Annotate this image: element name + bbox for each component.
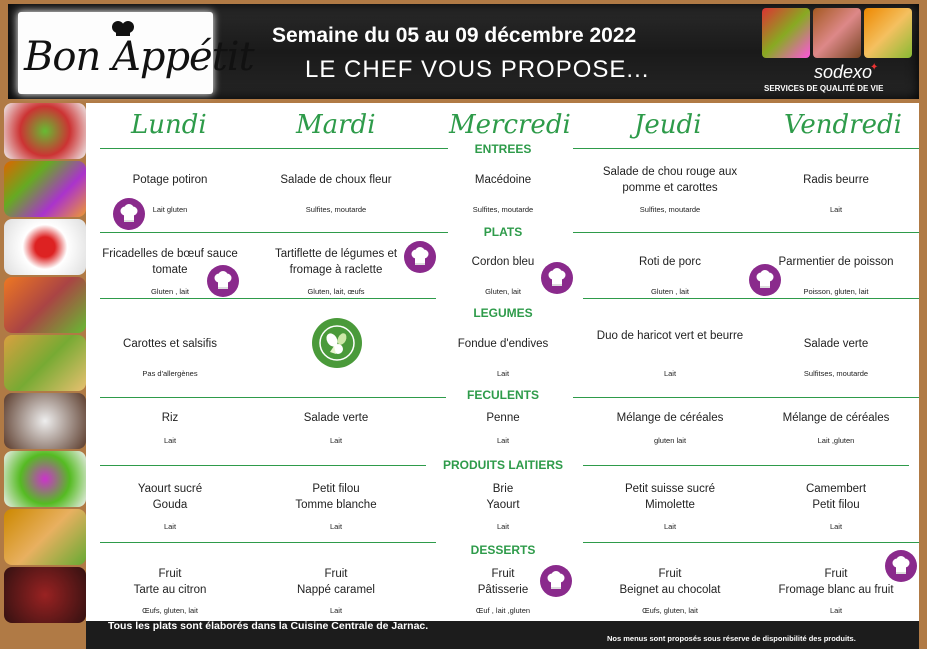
dish-laitiers-wed: Brie Yaourt	[486, 483, 520, 511]
bon-appetit-logo	[18, 12, 254, 94]
food-photo	[864, 8, 912, 58]
allergens-legumes-wed: Lait	[496, 369, 510, 378]
vegetables-icon	[312, 318, 362, 368]
food-photos	[762, 8, 912, 58]
food-photo	[4, 219, 86, 275]
chef-hat-icon	[113, 198, 145, 230]
dish-entrees-tue: Salade de choux fleur	[280, 174, 392, 186]
dish-plats-tue: Tartiflette de légumes et fromage à raclette	[274, 248, 398, 276]
dish-desserts-thu: Fruit Beignet au chocolat	[619, 568, 721, 596]
section-title-laitiers: PRODUITS LAITIERS	[442, 458, 564, 472]
dish-entrees-wed: Macédoine	[474, 174, 532, 186]
food-photo	[762, 8, 810, 58]
allergens-plats-fri: Poisson, gluten, lait	[803, 287, 869, 296]
dish-entrees-mon: Potage potiron	[132, 174, 208, 186]
dish-plats-wed: Cordon bleu	[471, 256, 535, 268]
section-divider	[573, 148, 919, 149]
allergens-feculents-thu: gluten lait	[653, 436, 687, 445]
section-title-feculents: FECULENTS	[467, 388, 539, 402]
allergens-laitiers-mon: Lait	[163, 522, 177, 531]
allergens-desserts-wed: Œuf , lait ,gluten	[475, 606, 531, 615]
dish-legumes-thu: Duo de haricot vert et beurre	[596, 330, 744, 342]
dish-feculents-fri: Mélange de céréales	[782, 412, 890, 424]
allergens-feculents-mon: Lait	[163, 436, 177, 445]
dish-desserts-fri: Fruit Fromage blanc au fruit	[778, 568, 894, 596]
dish-feculents-thu: Mélange de céréales	[616, 412, 724, 424]
dish-desserts-tue: Fruit Nappé caramel	[297, 568, 375, 596]
allergens-legumes-thu: Lait	[663, 369, 677, 378]
chef-hat-icon	[749, 264, 781, 296]
section-title-desserts: DESSERTS	[470, 543, 536, 557]
allergens-entrees-fri: Lait	[829, 205, 843, 214]
allergens-plats-mon: Gluten , lait	[151, 287, 189, 296]
allergens-laitiers-wed: Lait	[496, 522, 510, 531]
allergens-entrees-mon: Lait gluten	[152, 205, 188, 214]
dish-desserts-mon: Fruit Tarte au citron	[133, 568, 207, 596]
sodexo-logo: sodexo	[814, 62, 873, 82]
food-photo-strip	[4, 103, 86, 623]
section-divider	[100, 542, 436, 543]
allergens-plats-tue: Gluten, lait, œufs	[307, 287, 365, 296]
allergens-laitiers-tue: Lait	[329, 522, 343, 531]
logo-text: Bon Appétit	[24, 34, 254, 80]
dish-entrees-fri: Radis beurre	[803, 174, 869, 186]
section-divider	[100, 465, 426, 466]
star-icon: ✦	[870, 62, 879, 73]
food-photo	[4, 335, 86, 391]
section-divider	[100, 298, 436, 299]
allergens-legumes-mon: Pas d'allergènes	[142, 369, 198, 378]
allergens-entrees-tue: Sulfites, moutarde	[305, 205, 367, 214]
dish-plats-mon: Fricadelles de bœuf sauce tomate	[102, 248, 238, 276]
chef-hat-icon	[540, 565, 572, 597]
dish-desserts-wed: Fruit Pâtisserie	[477, 568, 529, 596]
section-title-entrees: ENTREES	[474, 142, 532, 156]
chef-hat-icon	[885, 550, 917, 582]
footer-note-kitchen: Tous les plats sont élaborés dans la Cuisine Centrale de Jarnac.	[108, 620, 429, 632]
dish-feculents-mon: Riz	[161, 412, 179, 424]
dish-entrees-thu: Salade de chou rouge aux pomme et carottes	[602, 166, 738, 194]
allergens-plats-wed: Gluten, lait	[485, 287, 521, 296]
dish-legumes-mon: Carottes et salsifis	[123, 338, 217, 350]
section-divider	[583, 542, 919, 543]
dish-laitiers-tue: Petit filou Tomme blanche	[295, 483, 377, 511]
section-divider	[100, 397, 446, 398]
food-photo	[4, 509, 86, 565]
chef-hat-icon	[404, 241, 436, 273]
section-divider	[573, 232, 919, 233]
dish-laitiers-mon: Yaourt sucré Gouda	[137, 483, 203, 511]
allergens-feculents-fri: Lait ,gluten	[817, 436, 855, 445]
allergens-entrees-thu: Sulfites, moutarde	[639, 205, 701, 214]
food-photo	[4, 103, 86, 159]
day-wednesday: Mercredi	[449, 110, 571, 140]
dish-laitiers-fri: Camembert Petit filou	[805, 483, 867, 511]
week-title: Semaine du 05 au 09 décembre 2022	[272, 24, 637, 47]
allergens-feculents-wed: Lait	[496, 436, 510, 445]
dish-feculents-wed: Penne	[486, 412, 520, 424]
footer-note-availability: Nos menus sont proposés sous réserve de disponibilité des produits.	[607, 634, 856, 643]
section-divider	[583, 465, 909, 466]
food-photo	[4, 277, 86, 333]
allergens-plats-thu: Gluten , lait	[651, 287, 689, 296]
food-photo	[813, 8, 861, 58]
section-title-legumes: LEGUMES	[473, 306, 533, 320]
section-divider	[100, 148, 448, 149]
section-divider	[573, 397, 919, 398]
dish-plats-thu: Roti de porc	[638, 256, 701, 268]
allergens-laitiers-fri: Lait	[829, 522, 843, 531]
dish-legumes-fri: Salade verte	[803, 338, 869, 350]
section-title-plats: PLATS	[483, 225, 523, 239]
dish-plats-fri: Parmentier de poisson	[778, 256, 894, 268]
sodexo-tagline: SERVICES DE QUALITÉ DE VIE	[764, 84, 884, 93]
allergens-laitiers-thu: Lait	[663, 522, 677, 531]
day-tuesday: Mardi	[296, 110, 376, 140]
allergens-desserts-thu: Œufs, gluten, lait	[642, 606, 698, 615]
chef-hat-icon	[207, 265, 239, 297]
day-friday: Vendredi	[784, 110, 902, 140]
allergens-desserts-fri: Lait	[829, 606, 843, 615]
food-photo	[4, 451, 86, 507]
day-monday: Lundi	[131, 110, 207, 140]
allergens-entrees-wed: Sulfites, moutarde	[472, 205, 534, 214]
allergens-desserts-mon: Œufs, gluten, lait	[142, 606, 198, 615]
allergens-desserts-tue: Lait	[329, 606, 343, 615]
food-photo	[4, 393, 86, 449]
section-divider	[583, 298, 919, 299]
allergens-legumes-fri: Sulfitses, moutarde	[803, 369, 869, 378]
day-thursday: Jeudi	[634, 110, 702, 140]
dish-laitiers-thu: Petit suisse sucré Mimolette	[624, 483, 716, 511]
vegetables-icon-graphic	[318, 324, 356, 362]
food-photo	[4, 161, 86, 217]
dish-legumes-wed: Fondue d'endives	[457, 338, 549, 350]
dish-feculents-tue: Salade verte	[303, 412, 369, 424]
section-divider	[100, 232, 448, 233]
allergens-feculents-tue: Lait	[329, 436, 343, 445]
chef-hat-icon	[541, 262, 573, 294]
subtitle: LE CHEF VOUS PROPOSE...	[305, 56, 650, 83]
food-photo	[4, 567, 86, 623]
